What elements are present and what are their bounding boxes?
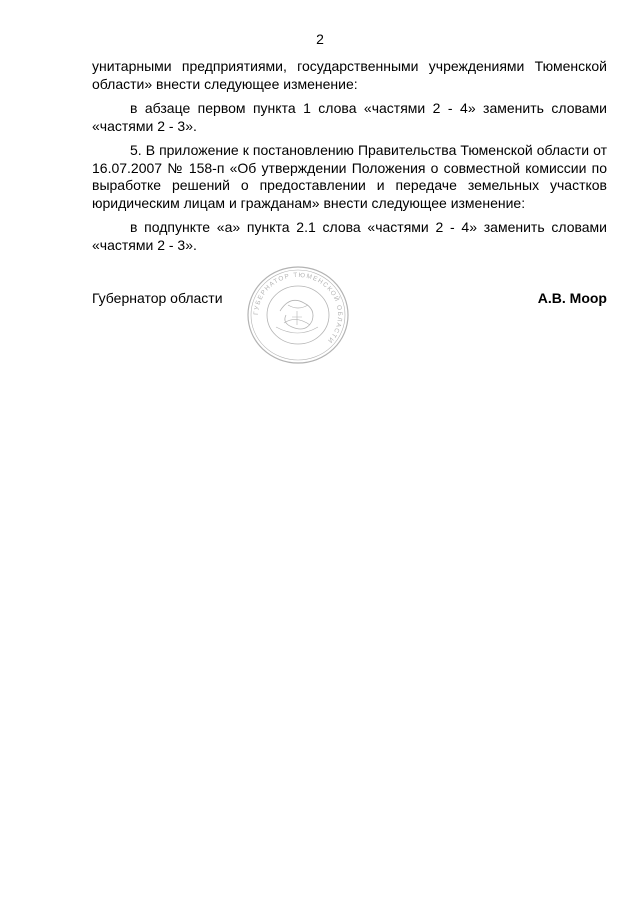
signatory-name: А.В. Моор bbox=[537, 290, 607, 306]
paragraph: 5. В приложение к постановлению Правительства Тюменской области от 16.07.2007 № 158-п «Об утверждении Положения о совместной комиссии по выработке решений о предоставлении и передаче земельных участков юридическим лицам и гражданам» внести следующее изменение: bbox=[92, 142, 607, 211]
signatory-title: Губернатор области bbox=[92, 290, 223, 306]
page-number: 2 bbox=[316, 31, 324, 47]
official-seal-icon bbox=[246, 265, 350, 365]
seal-text: ГУБЕРНАТОР ТЮМЕНСКОЙ ОБЛАСТИ bbox=[252, 271, 344, 345]
document-body bbox=[92, 58, 607, 261]
paragraph: в подпункте «а» пункта 2.1 слова «частями 2 - 4» заменить словами «частями 2 - 3». bbox=[92, 219, 607, 253]
paragraph: унитарными предприятиями, государственными учреждениями Тюменской области» внести следующее изменение: bbox=[92, 58, 607, 92]
paragraph: в абзаце первом пункта 1 слова «частями 2 - 4» заменить словами «частями 2 - 3». bbox=[92, 100, 607, 134]
